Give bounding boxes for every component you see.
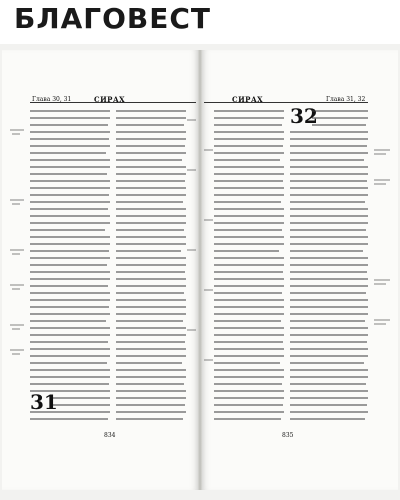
left-chapter-number: 31: [30, 390, 58, 414]
right-inner-margin-references: [203, 110, 215, 410]
right-chapter-number: 32: [290, 104, 318, 128]
left-text-column-1: [30, 108, 112, 426]
right-text-column-1: [214, 108, 286, 426]
watermark-logo: БЛАГОВЕСТ: [14, 2, 212, 35]
left-running-head-chapter: Глава 30, 31: [32, 96, 72, 103]
banner: [0, 0, 400, 42]
right-page-number: 835: [282, 432, 294, 439]
right-margin-references: [372, 110, 394, 420]
left-text-column-2: [116, 108, 188, 426]
right-running-head-chapter: Глава 31, 32: [326, 96, 366, 103]
left-inner-margin-references: [186, 110, 198, 410]
right-text-column-2: [290, 104, 370, 426]
left-margin-references: [8, 110, 28, 420]
left-running-head-title: СИРАХ: [94, 95, 126, 104]
left-page-number: 834: [104, 432, 116, 439]
right-running-head-title: СИРАХ: [232, 95, 264, 104]
